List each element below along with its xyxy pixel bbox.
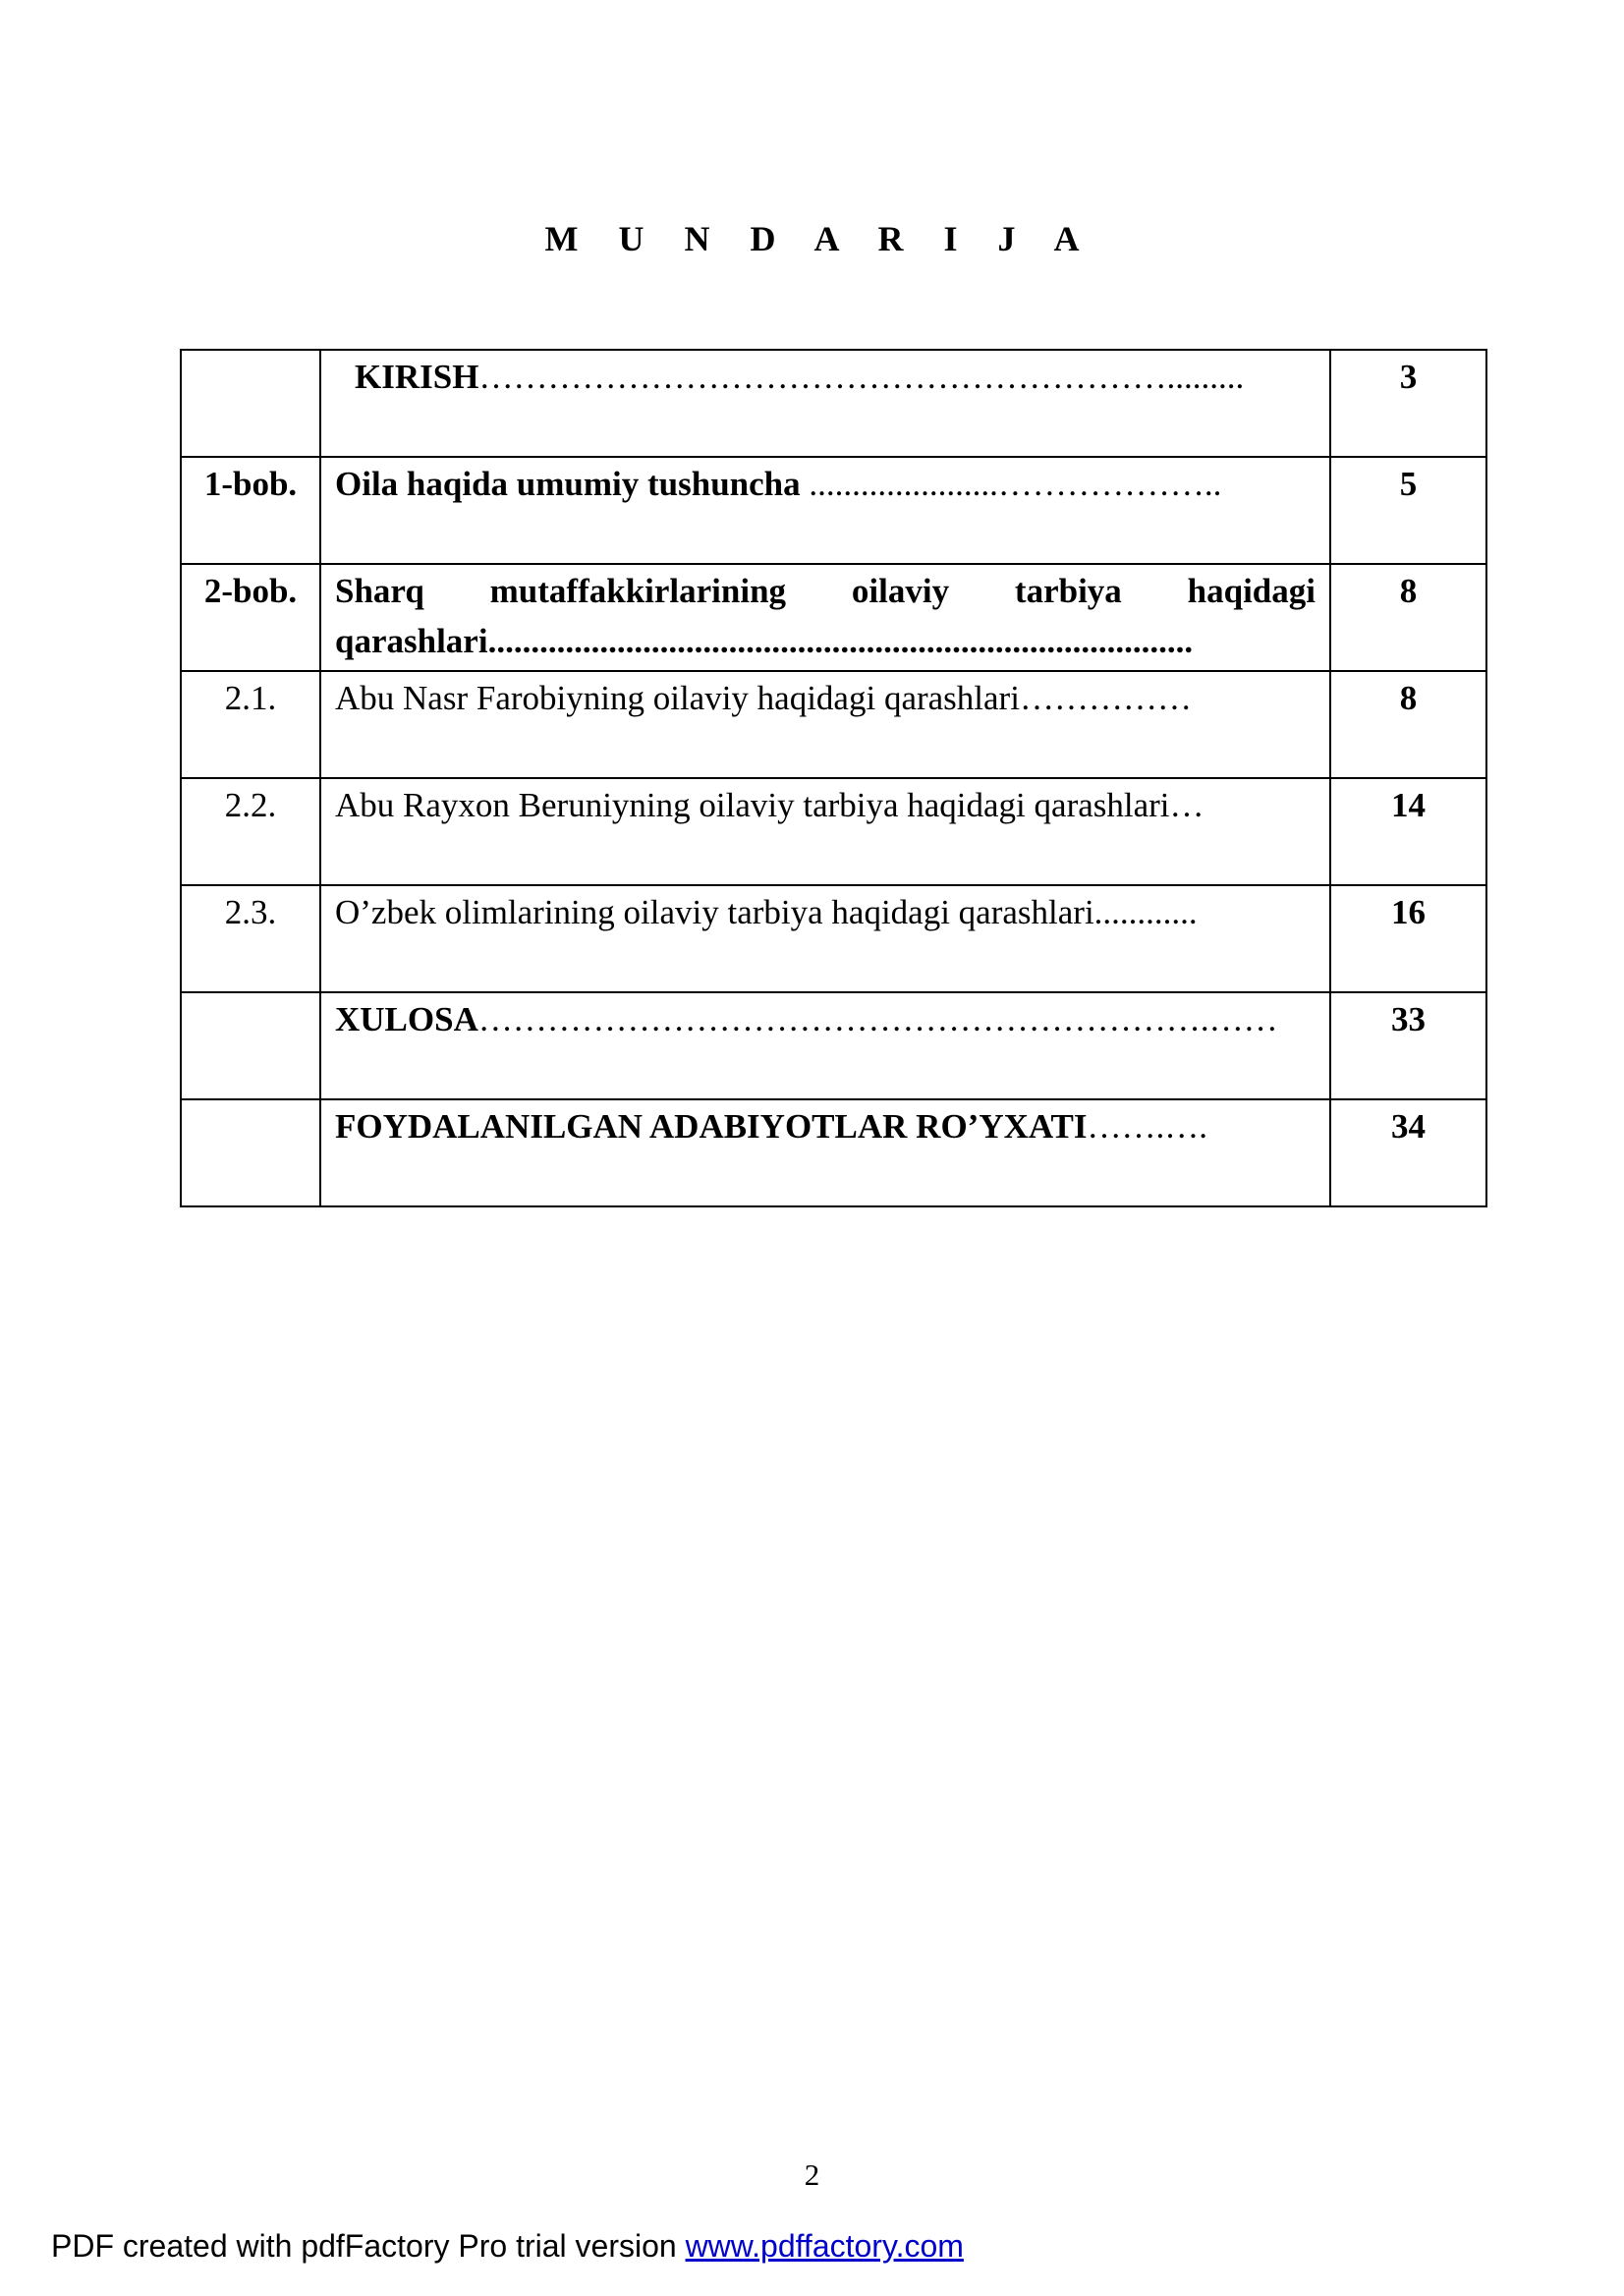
toc-row-title-cell xyxy=(320,885,1330,992)
toc-row-title: KIRISH xyxy=(355,358,479,396)
toc-row-leader: ......................……………….. xyxy=(800,465,1222,503)
toc-row-xulosa xyxy=(181,992,1486,1099)
page-title: M U N D A R I J A xyxy=(544,219,1095,258)
toc-row-title: FOYDALANILGAN ADABIYOTLAR RO’YXATI xyxy=(335,1107,1088,1146)
toc-row-title-cell xyxy=(320,671,1330,778)
toc-row-chapter-1 xyxy=(181,457,1486,564)
toc-row-page: 8 xyxy=(1330,671,1486,778)
toc-row-number: 2-bob. xyxy=(181,564,320,671)
toc-row-title: Oila haqida umumiy tushuncha xyxy=(335,465,801,503)
toc-row-number xyxy=(181,350,320,457)
toc-row-section-2-3 xyxy=(181,885,1486,992)
table-of-contents xyxy=(180,349,1487,1207)
toc-row-page: 3 xyxy=(1330,350,1486,457)
toc-row-title: O’zbek olimlarining oilaviy tarbiya haqidagi qarashlari xyxy=(335,893,1094,931)
toc-row-title-cell xyxy=(320,564,1330,671)
toc-row-title-cell xyxy=(320,350,1330,457)
toc-row-title: Abu Rayxon Beruniyning oilaviy tarbiya haqidagi qarashlari xyxy=(335,786,1170,824)
toc-row-section-2-2 xyxy=(181,778,1486,885)
toc-row-leader: …….…. xyxy=(1087,1107,1208,1146)
toc-row-chapter-2 xyxy=(181,564,1486,671)
toc-row-title-cell xyxy=(320,992,1330,1099)
toc-row-number: 1-bob. xyxy=(181,457,320,564)
toc-row-section-2-1 xyxy=(181,671,1486,778)
toc-row-number xyxy=(181,1099,320,1206)
toc-row-leader: …………… xyxy=(1019,679,1192,717)
toc-row-number: 2.3. xyxy=(181,885,320,992)
footer-link[interactable]: www.pdffactory.com xyxy=(685,2228,964,2264)
toc-row-page: 8 xyxy=(1330,564,1486,671)
toc-row-title: Sharq mutaffakkirlarining oilaviy tarbiya haqidagi qarashlari.................................................................................. xyxy=(335,572,1316,660)
toc-row-number: 2.2. xyxy=(181,778,320,885)
toc-row-bibliography xyxy=(181,1099,1486,1206)
toc-row-title-cell xyxy=(320,1099,1330,1206)
toc-row-title: XULOSA xyxy=(335,1000,478,1038)
toc-row-title: Abu Nasr Farobiyning oilaviy haqidagi qarashlari xyxy=(335,679,1020,717)
toc-row-kirish xyxy=(181,350,1486,457)
toc-row-page: 33 xyxy=(1330,992,1486,1099)
toc-row-title-cell xyxy=(320,457,1330,564)
page-number: 2 xyxy=(804,2157,820,2192)
toc-row-page: 34 xyxy=(1330,1099,1486,1206)
pdf-footer xyxy=(51,2228,964,2265)
footer-text: PDF created with pdfFactory Pro trial version xyxy=(51,2228,686,2264)
toc-row-leader: ............ xyxy=(1093,893,1198,931)
toc-row-page: 14 xyxy=(1330,778,1486,885)
toc-row-page: 16 xyxy=(1330,885,1486,992)
toc-row-leader: ……………………………………………………......... xyxy=(478,358,1245,396)
toc-row-page: 5 xyxy=(1330,457,1486,564)
toc-row-leader: … xyxy=(1169,786,1204,824)
toc-row-number: 2.1. xyxy=(181,671,320,778)
toc-row-number xyxy=(181,992,320,1099)
toc-row-leader: ……………………………………………………….…… xyxy=(477,1000,1278,1038)
toc-row-title-cell xyxy=(320,778,1330,885)
